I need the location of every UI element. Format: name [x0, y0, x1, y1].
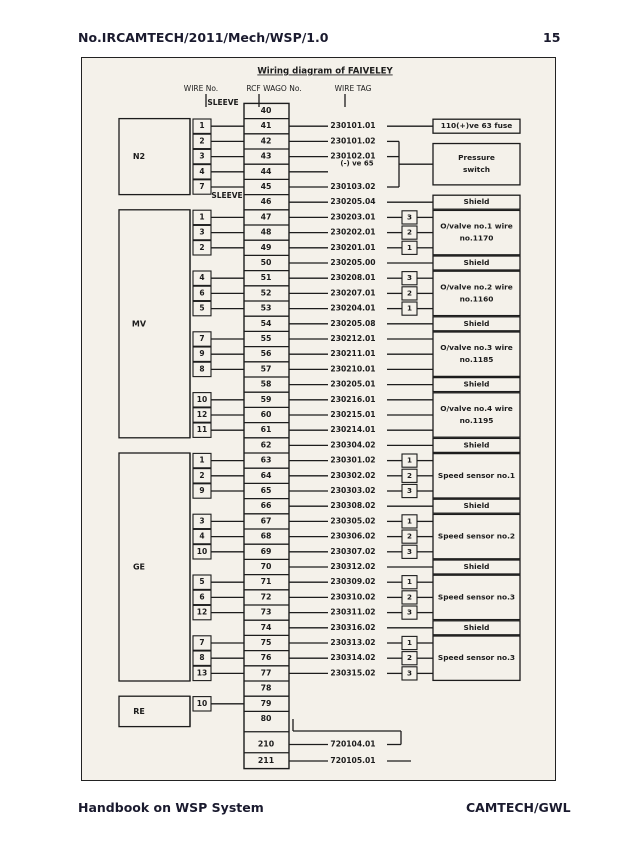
- wire-tag-note: (-) ve 65: [340, 159, 374, 168]
- wago-terminal-number: 74: [260, 622, 272, 632]
- wago-terminal-number: 210: [257, 739, 275, 749]
- pressure-switch-box-label: switch: [463, 165, 490, 175]
- wire-number: 3: [199, 151, 205, 161]
- wago-terminal-number: 67: [260, 516, 272, 526]
- wire-tag: 230307.02: [330, 546, 376, 556]
- wire-tag: 230208.01: [330, 273, 376, 283]
- wire-tag: 230202.01: [330, 227, 376, 237]
- wire-tag: 230201.01: [330, 242, 376, 252]
- wago-terminal-number: 78: [260, 683, 272, 693]
- wire-number: 10: [196, 698, 208, 708]
- sleeve-label: SLEEVE: [207, 98, 239, 107]
- column-header-wire-no: WIRE No.: [183, 84, 219, 93]
- speed-sensor-2-box-label: Speed sensor no.2: [437, 531, 516, 541]
- pin-number: 3: [406, 546, 413, 556]
- wago-terminal-number: 49: [260, 242, 272, 252]
- wago-terminal-number: 73: [260, 607, 272, 617]
- ovalve-1-box-label: no.1170: [459, 233, 494, 243]
- footer-handbook-title: Handbook on WSP System: [78, 800, 264, 815]
- wire-tag: 230311.02: [330, 607, 376, 617]
- speed-sensor-1-box-label: Speed sensor no.1: [437, 470, 516, 480]
- ovalve-1-box: [433, 210, 520, 254]
- wire-tag: 230303.02: [330, 486, 376, 495]
- wire-tag: 230308.02: [330, 501, 376, 511]
- wire-tag: 230313.02: [330, 638, 376, 647]
- pressure-switch-box-label: Pressure: [458, 153, 495, 163]
- wire-number: 9: [199, 349, 205, 359]
- wire-tag: 230203.01: [330, 212, 376, 222]
- wire-number: 7: [199, 638, 205, 647]
- column-header-wire-tag: WIRE TAG: [334, 84, 372, 93]
- group-block-n2: [119, 119, 190, 195]
- wire-number: 6: [199, 288, 205, 298]
- ovalve-2-box-label: no.1160: [459, 294, 494, 304]
- wire-tag: 230315.02: [330, 668, 376, 678]
- wire-tag: 230306.02: [330, 531, 376, 541]
- wago-terminal-number: 54: [260, 318, 272, 328]
- wago-terminal-number: 72: [260, 592, 272, 602]
- wire-tag: 230101.01: [330, 121, 376, 131]
- wire-tag: 230205.01: [330, 379, 376, 389]
- ovalve-4-box: [433, 393, 520, 437]
- wire-number: 12: [196, 410, 208, 419]
- wago-terminal-number: 59: [260, 394, 272, 404]
- group-block-mv: [119, 210, 190, 438]
- shield-box-label: Shield: [463, 501, 490, 511]
- pin-number: 2: [406, 592, 413, 602]
- wire-number: 1: [199, 212, 205, 222]
- wire-tag: 230205.04: [330, 197, 376, 207]
- pin-number: 1: [406, 638, 413, 647]
- wire-number: 9: [199, 486, 205, 495]
- wire-tag: 230312.02: [330, 562, 376, 571]
- pin-number: 3: [406, 607, 413, 617]
- wire-tag: 230305.02: [330, 516, 376, 526]
- wago-terminal-number: 57: [260, 364, 272, 374]
- wago-terminal-number: 61: [260, 425, 272, 435]
- wire-tag: 230102.01: [330, 151, 376, 161]
- wire-tag: 720104.01: [330, 739, 376, 749]
- wago-terminal-number: 76: [260, 653, 272, 663]
- wago-terminal-number: 79: [260, 698, 272, 708]
- wago-terminal-number: 41: [260, 121, 272, 131]
- wiring-diagram-svg: [82, 58, 557, 782]
- wire-tag: 230204.01: [330, 303, 376, 313]
- shield-box-label: Shield: [463, 258, 490, 267]
- ovalve-4-box-label: no.1195: [459, 416, 494, 425]
- wire-number: 8: [199, 653, 205, 663]
- wire-tag: 230210.01: [330, 364, 376, 374]
- sleeve-label: SLEEVE: [211, 191, 243, 200]
- wago-terminal-number: 211: [257, 756, 275, 765]
- group-label-re: RE: [133, 706, 145, 716]
- wago-terminal-number: 66: [260, 501, 272, 511]
- pin-number: 2: [406, 227, 413, 237]
- wire-number: 7: [199, 334, 205, 343]
- wago-terminal-number: 70: [260, 562, 272, 571]
- wire-number: 10: [196, 394, 208, 404]
- wago-terminal-number: 47: [260, 212, 272, 222]
- pin-number: 3: [406, 668, 413, 678]
- group-block-re: [119, 696, 190, 726]
- wire-tag: 230205.00: [330, 258, 376, 267]
- pin-number: 3: [406, 486, 413, 495]
- wire-number: 7: [199, 182, 205, 191]
- pressure-switch-box: [433, 144, 520, 185]
- wago-terminal-number: 58: [260, 379, 272, 389]
- wago-terminal-number: 80: [260, 714, 272, 723]
- pin-number: 1: [406, 455, 413, 465]
- ovalve-2-box-label: O/valve no.2 wire: [440, 282, 513, 292]
- wire-tag: 230309.02: [330, 577, 376, 587]
- wire-tag: 230310.02: [330, 592, 376, 602]
- wire-tag: 230212.01: [330, 334, 376, 343]
- wire-number: 10: [196, 546, 208, 556]
- header-document-number: No.IRCAMTECH/2011/Mech/WSP/1.0: [78, 30, 329, 45]
- wire-number: 3: [199, 516, 205, 526]
- wiring-diagram-figure: [81, 57, 556, 781]
- pin-number: 1: [406, 303, 413, 313]
- wago-terminal-number: 56: [260, 349, 272, 359]
- wire-number: 11: [196, 425, 208, 435]
- wire-tag: 230211.01: [330, 349, 376, 359]
- fuse-box-label: 110(+)ve 63 fuse: [440, 121, 513, 131]
- wire-number: 2: [199, 136, 205, 146]
- wire-number: 5: [199, 577, 205, 587]
- wire-tag: 230215.01: [330, 410, 376, 419]
- wago-terminal-number: 51: [260, 273, 272, 283]
- ovalve-4-box-label: O/valve no.4 wire: [440, 404, 513, 413]
- wago-terminal-number: 55: [260, 334, 272, 343]
- shield-box-label: Shield: [463, 318, 490, 328]
- wago-terminal-number: 45: [260, 182, 272, 191]
- shield-box-label: Shield: [463, 622, 490, 632]
- wire-tag: 230205.08: [330, 318, 376, 328]
- group-label-n2: N2: [132, 152, 146, 162]
- wire-number: 12: [196, 607, 208, 617]
- wire-tag: 230316.02: [330, 622, 376, 632]
- pin-number: 2: [406, 288, 413, 298]
- wire-number: 8: [199, 364, 205, 374]
- pin-number: 1: [406, 577, 413, 587]
- ovalve-2-box: [433, 271, 520, 315]
- wire-number: 2: [199, 470, 205, 480]
- header-page-number: 15: [543, 30, 561, 45]
- wago-terminal-number: 53: [260, 303, 272, 313]
- speed-sensor-3-box-label: Speed sensor no.3: [437, 592, 516, 602]
- wire-number: 1: [199, 121, 205, 131]
- wago-terminal-number: 71: [260, 577, 272, 587]
- ovalve-3-box-label: O/valve no.3 wire: [440, 343, 513, 353]
- wire-tag: 230304.02: [330, 440, 376, 450]
- wire-number: 4: [199, 273, 205, 283]
- wago-terminal-number: 62: [260, 440, 272, 450]
- wire-tag: 230101.02: [330, 136, 376, 146]
- wire-number: 5: [199, 303, 205, 313]
- wire-tag: 230301.02: [330, 455, 376, 465]
- wago-terminal-number: 64: [260, 470, 272, 480]
- wago-terminal-number: 48: [260, 227, 272, 237]
- pin-number: 1: [406, 516, 413, 526]
- wire-tag: 230216.01: [330, 394, 376, 404]
- shield-box-label: Shield: [463, 197, 490, 207]
- ovalve-3-box-label: no.1185: [459, 355, 494, 365]
- wire-number: 4: [199, 531, 205, 541]
- column-header-rcf-wago: RCF WAGO No.: [246, 84, 302, 93]
- group-label-ge: GE: [132, 562, 146, 572]
- wire-tag: 230302.02: [330, 470, 376, 480]
- wire-tag: 720105.01: [330, 756, 376, 765]
- wire-tag: 230214.01: [330, 425, 376, 435]
- ovalve-1-box-label: O/valve no.1 wire: [440, 221, 513, 231]
- footer-organisation: CAMTECH/GWL: [466, 800, 571, 815]
- wago-terminal-number: 40: [260, 106, 272, 115]
- shield-box-label: Shield: [463, 562, 490, 571]
- wago-terminal-number: 68: [260, 531, 272, 541]
- wago-terminal-number: 43: [260, 151, 272, 161]
- pin-number: 2: [406, 653, 413, 663]
- wago-terminal-number: 69: [260, 546, 272, 556]
- wago-terminal-number: 65: [260, 486, 272, 495]
- pin-number: 2: [406, 470, 413, 480]
- group-label-mv: MV: [131, 319, 147, 329]
- wago-terminal-number: 63: [260, 455, 272, 465]
- wire-number: 4: [199, 166, 205, 176]
- shield-box-label: Shield: [463, 440, 490, 450]
- wire-number: 1: [199, 455, 205, 465]
- wago-terminal-number: 77: [260, 668, 272, 678]
- wago-terminal-number: 44: [260, 166, 272, 176]
- diagram-title: Wiring diagram of FAIVELEY: [257, 66, 393, 77]
- wire-number: 2: [199, 242, 205, 252]
- wago-terminal-number: 75: [260, 638, 272, 647]
- pin-number: 1: [406, 242, 413, 252]
- wire-number: 6: [199, 592, 205, 602]
- wire-tag: 230207.01: [330, 288, 376, 298]
- ovalve-3-box: [433, 332, 520, 376]
- pin-number: 3: [406, 273, 413, 283]
- wire-number: 13: [196, 668, 208, 678]
- wago-terminal-number: 42: [260, 136, 272, 146]
- shield-box-label: Shield: [463, 379, 490, 389]
- pin-number: 2: [406, 531, 413, 541]
- wago-terminal-number: 52: [260, 288, 272, 298]
- wago-terminal-number: 60: [260, 410, 272, 419]
- speed-sensor-3b-box-label: Speed sensor no.3: [437, 653, 516, 663]
- group-block-ge: [119, 453, 190, 681]
- pin-number: 3: [406, 212, 413, 222]
- wago-terminal-number: 50: [260, 258, 272, 267]
- wire-tag: 230103.02: [330, 182, 376, 191]
- wire-tag: 230314.02: [330, 653, 376, 663]
- wago-terminal-number: 46: [260, 197, 272, 207]
- wire-number: 3: [199, 227, 205, 237]
